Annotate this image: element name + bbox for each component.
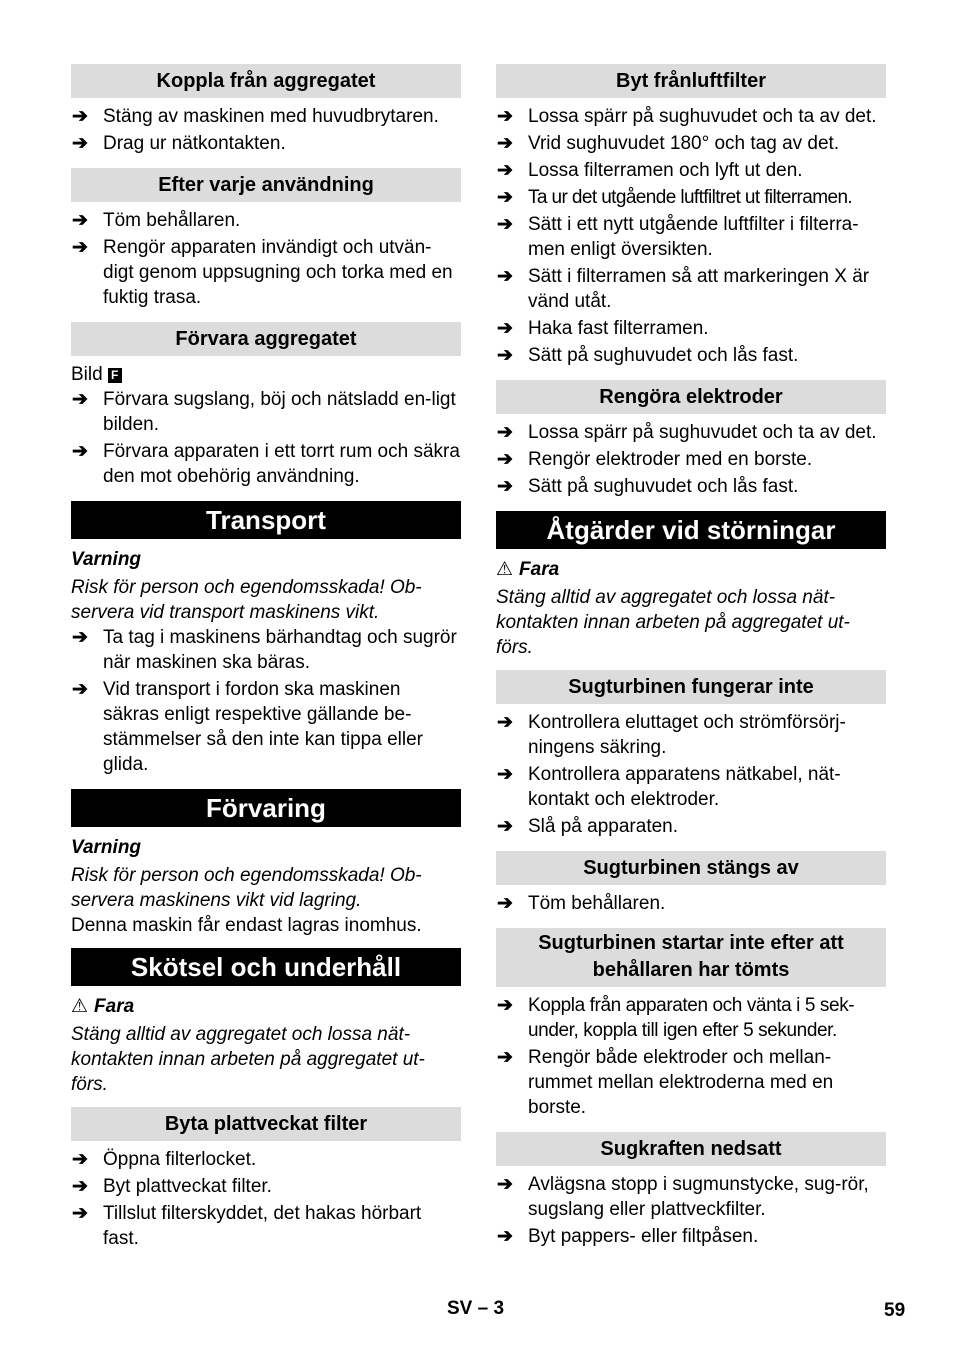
left-column [71,64,461,1253]
steps-transport [71,625,461,777]
arrow-icon: ➔ [72,1176,88,1197]
heading-stangs: Sugturbinen stängs av [496,851,886,885]
list-item: ➔ Drag ur nätkontakten. [72,133,286,154]
list-item: ➔ Sätt i filterramen så att markeringen X är vänd utåt. [497,266,870,312]
heading-transport: Transport [71,501,461,539]
steps-byta [71,1147,461,1251]
arrow-icon: ➔ [497,160,513,181]
arrow-icon: ➔ [497,133,513,154]
list-item: ➔ Haka fast filterramen. [497,318,709,339]
danger-heading: ⚠ Fara [496,559,560,580]
arrow-icon: ➔ [72,106,88,127]
arrow-icon: ➔ [497,995,513,1016]
steps-franluft [496,104,886,368]
list-item: ➔ Sätt i ett nytt utgående luftfilter i filterra-men enligt översikten. [497,214,859,260]
list-item: ➔ Slå på apparaten. [497,816,679,837]
heading-skotsel: Skötsel och underhåll [71,948,461,986]
list-item: ➔ Förvara sugslang, böj och nätsladd en-ligt bilden. [72,389,456,435]
arrow-icon: ➔ [497,318,513,339]
arrow-icon: ➔ [497,1047,513,1068]
right-column [496,64,886,1251]
page-number: 59 [884,1300,906,1321]
list-item: ➔ Tillslut filterskyddet, det hakas hörbart fast. [72,1203,422,1249]
list-item: ➔ Koppla från apparaten och vänta i 5 sek-under, koppla till igen efter 5 sekunder. [497,995,855,1041]
heading-sugkraft: Sugkraften nedsatt [496,1132,886,1166]
arrow-icon: ➔ [497,266,513,287]
list-item: ➔ Vid transport i fordon ska maskinen säkras enligt respektive gällande be-stämmelser så den inte kan tippa eller glida. [72,679,423,775]
list-item: ➔ Förvara apparaten i ett torrt rum och säkra den mot obehörig användning. [72,441,460,487]
steps-efter [71,208,461,310]
list-item: ➔ Lossa filterramen och lyft ut den. [497,160,803,181]
list-item: ➔ Kontrollera apparatens nätkabel, nät-kontakt och elektroder. [497,764,841,810]
warning-text: Risk för person och egendomsskada! Ob-servera vid transport maskinens vikt. [71,577,422,623]
arrow-icon: ➔ [497,1174,513,1195]
list-item: ➔ Byt plattveckat filter. [72,1176,272,1197]
arrow-icon: ➔ [72,237,88,258]
list-item: ➔ Töm behållaren. [72,210,241,231]
arrow-icon: ➔ [497,893,513,914]
danger-heading: ⚠ Fara [71,996,135,1017]
heading-byta: Byta plattveckat filter [71,1107,461,1141]
steps-fungerar [496,710,886,839]
steps-sugkraft [496,1172,886,1249]
figure-reference: Bild F [71,362,461,387]
heading-forvara: Förvara aggregatet [71,322,461,356]
arrow-icon: ➔ [497,345,513,366]
arrow-icon: ➔ [497,764,513,785]
heading-efter: Efter varje användning [71,168,461,202]
warning-title: Varning [71,549,142,570]
heading-franluft: Byt frånluftfilter [496,64,886,98]
list-item: ➔ Byt pappers- eller filtpåsen. [497,1226,759,1247]
list-item: ➔ Rengör apparaten invändigt och utvän-digt genom uppsugning och torka med en fuktig trasa. [72,237,453,308]
danger-text: Stäng alltid av aggregatet och lossa nät-kontakten innan arbeten på aggregatet ut-förs. [496,587,850,658]
arrow-icon: ➔ [72,1203,88,1224]
list-item: ➔ Kontrollera eluttaget och strömförsörj-ningens säkring. [497,712,846,758]
heading-koppla: Koppla från aggregatet [71,64,461,98]
heading-atgarder: Åtgärder vid störningar [496,511,886,549]
arrow-icon: ➔ [497,214,513,235]
heading-elektroder: Rengöra elektroder [496,380,886,414]
arrow-icon: ➔ [72,679,88,700]
arrow-icon: ➔ [497,422,513,443]
arrow-icon: ➔ [497,106,513,127]
list-item: ➔ Vrid sughuvudet 180° och tag av det. [497,133,840,154]
figure-badge: F [108,368,122,383]
arrow-icon: ➔ [72,389,88,410]
heading-startar: Sugturbinen startar inte efter att behållaren har tömts [496,928,886,987]
list-item: ➔ Lossa spärr på sughuvudet och ta av det. [497,422,877,443]
arrow-icon: ➔ [497,449,513,470]
list-item: ➔ Töm behållaren. [497,893,666,914]
list-item: ➔ Avlägsna stopp i sugmunstycke, sug-rör, sugslang eller plattveckfilter. [497,1174,869,1220]
arrow-icon: ➔ [72,1149,88,1170]
warning-title: Varning [71,837,142,858]
steps-stangs [496,891,886,916]
footer-section-label: SV – 3 [447,1298,505,1319]
warning-triangle-icon: ⚠ [71,996,89,1017]
list-item: ➔ Öppna filterlocket. [72,1149,257,1170]
arrow-icon: ➔ [72,441,88,462]
list-item: ➔ Lossa spärr på sughuvudet och ta av det. [497,106,877,127]
heading-fungerar: Sugturbinen fungerar inte [496,670,886,704]
steps-startar [496,993,886,1120]
steps-koppla [71,104,461,156]
arrow-icon: ➔ [497,712,513,733]
list-item: ➔ Sätt på sughuvudet och lås fast. [497,476,799,497]
list-item: ➔ Sätt på sughuvudet och lås fast. [497,345,799,366]
list-item: ➔ Rengör elektroder med en borste. [497,449,813,470]
list-item: ➔ Ta ur det utgående luftfiltret ut filterramen. [497,187,853,208]
steps-elektroder [496,420,886,499]
arrow-icon: ➔ [72,133,88,154]
arrow-icon: ➔ [497,1226,513,1247]
warning-triangle-icon: ⚠ [496,559,514,580]
arrow-icon: ➔ [72,210,88,231]
arrow-icon: ➔ [497,187,513,208]
arrow-icon: ➔ [72,627,88,648]
list-item: ➔ Stäng av maskinen med huvudbrytaren. [72,106,439,127]
list-item: ➔ Ta tag i maskinens bärhandtag och sugrör när maskinen ska bäras. [72,627,457,673]
heading-forvaring: Förvaring [71,789,461,827]
storage-note: Denna maskin får endast lagras inomhus. [71,915,422,936]
list-item: ➔ Rengör både elektroder och mellan-rummet mellan elektroderna med en borste. [497,1047,834,1118]
danger-text: Stäng alltid av aggregatet och lossa nät-kontakten innan arbeten på aggregatet ut-förs. [71,1024,425,1095]
warning-text: Risk för person och egendomsskada! Ob-servera maskinens vikt vid lagring. [71,865,422,911]
steps-forvara [71,387,461,489]
arrow-icon: ➔ [497,476,513,497]
arrow-icon: ➔ [497,816,513,837]
